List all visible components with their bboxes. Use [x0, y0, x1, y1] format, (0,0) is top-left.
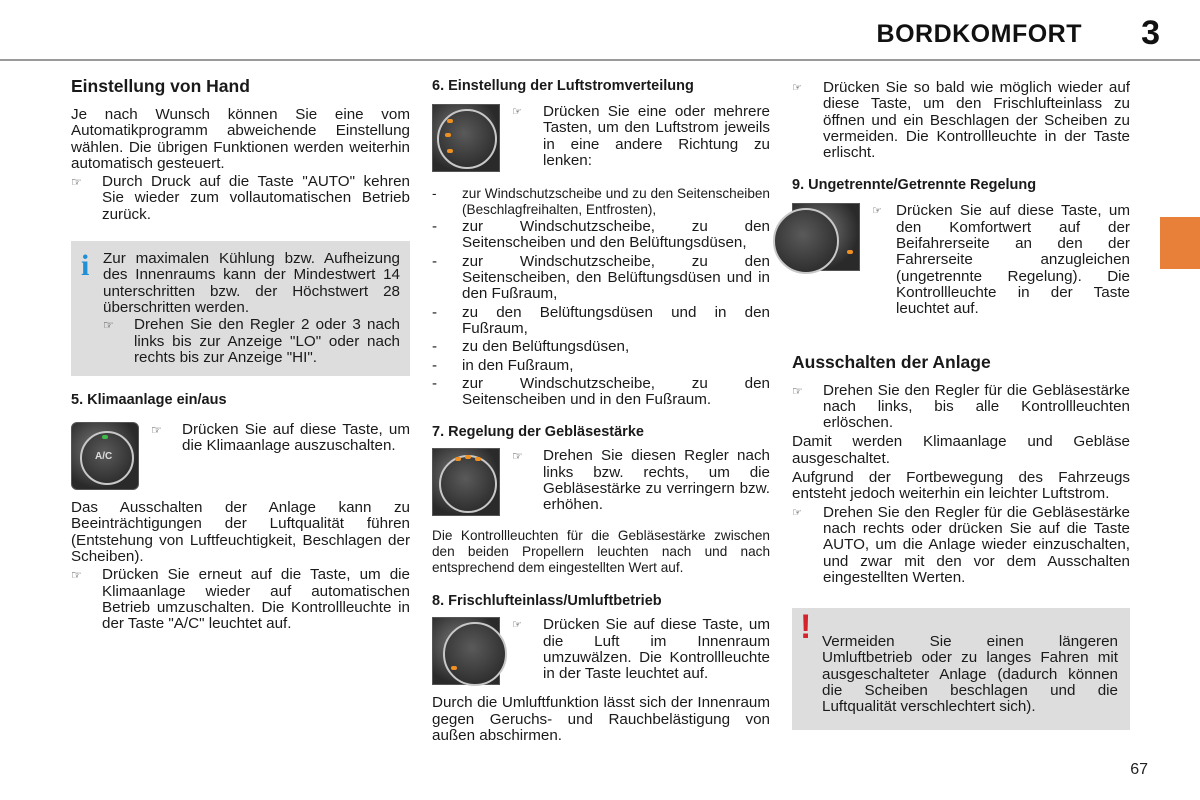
recirculation-button-image	[432, 617, 500, 685]
section-5-bullet-text: Drücken Sie auf diese Taste, um die Klimaanlage auszuschalten.	[182, 421, 410, 455]
section-9-row	[792, 203, 1130, 317]
list-item: - zur Windschutzscheibe, zu den Seitenscheiben, den Belüftungsdüsen und in den Fußraum,	[432, 252, 770, 303]
fan-dial-image	[432, 448, 500, 516]
section-7-paragraph: Die Kontrollleuchten für die Gebläsestärke zwischen den beiden Propellern leuchten nach und nach entsprechend dem eingestellten Wert auf.	[432, 528, 770, 575]
info-text: Zur maximalen Kühlung bzw. Aufheizung des Innenraums kann der Mindestwert 14 unterschritten bzw. der Höchstwert 28 überschritten werden.	[103, 250, 400, 316]
intro-paragraph: Je nach Wunsch können Sie eine vom Automatikprogramm abweichende Einstellung wählen. Die übrigen Funktionen werden weiterhin automatisch gesteuert.	[71, 106, 410, 172]
section-5-bullet	[151, 422, 410, 455]
pointing-hand-icon: ☞	[792, 81, 802, 94]
section-8-bullet	[512, 617, 770, 682]
section-7-bullet-text: Drehen Sie diesen Regler nach links bzw. rechts, um die Gebläsestärke zu verringern bzw. erhöhen.	[543, 447, 770, 514]
section-5-paragraph: Das Ausschalten der Anlage kann zu Beeinträchtigungen der Luftqualität führen (Entstehung von Luftfeuchtigkeit, Beschlagen der Scheiben).	[71, 499, 410, 566]
pointing-hand-icon: ☞	[71, 568, 82, 583]
heading-section-8: 8. Frischlufteinlass/Umluftbetrieb	[432, 593, 662, 610]
chapter-number: 3	[1141, 14, 1160, 52]
pointing-hand-icon: ☞	[512, 449, 523, 464]
section-8-paragraph: Durch die Umluftfunktion lässt sich der Innenraum gegen Geruchs- und Rauchbelästigung von außen abschirmen.	[432, 694, 770, 744]
pointing-hand-icon: ☞	[151, 423, 162, 438]
info-box	[71, 241, 410, 376]
mono-button-image	[792, 203, 860, 271]
recirculation-off-bullet	[792, 80, 1130, 161]
info-bullet-text: Drehen Sie den Regler 2 oder 3 nach links bis zur Anzeige "LO" oder nach rechts bis zur Anzeige "HI".	[134, 316, 400, 366]
system-off-paragraph-1: Damit werden Klimaanlage und Gebläse ausgeschaltet.	[792, 433, 1130, 467]
heading-section-9: 9. Ungetrennte/Getrennte Regelung	[792, 177, 1037, 194]
list-item: - zur Windschutzscheibe, zu den Seitenscheiben und den Belüftungsdüsen,	[432, 218, 770, 252]
info-icon: i	[81, 249, 90, 283]
info-bullet	[103, 317, 400, 366]
system-on-bullet-text: Drehen Sie den Regler für die Gebläsestärke nach rechts oder drücken Sie auf die Taste AUTO, um die Anlage wieder einzuschalten, und zwar mit den vor dem Ausschalten eingestellten Werten.	[823, 503, 1130, 586]
section-8-row	[432, 617, 770, 685]
list-item: - zur Windschutzscheibe und zu den Seitenscheiben (Beschlagfreihalten, Entfrosten),	[432, 186, 770, 217]
list-item: - zu den Belüftungsdüsen und in den Fußraum,	[432, 303, 770, 337]
heading-section-7: 7. Regelung der Gebläsestärke	[432, 424, 644, 441]
section-9-bullet-text: Drücken Sie auf diese Taste, um den Komfortwert auf der Beifahrerseite an den der Fahrerseite anzugleichen (ungetrennte Regelung). Die Kontrollleuchte in der Taste leuchtet auf.	[896, 202, 1130, 318]
pointing-hand-icon: ☞	[512, 618, 522, 632]
pointing-hand-icon: ☞	[103, 318, 114, 333]
header-divider	[0, 59, 1200, 61]
column-left	[71, 76, 410, 633]
system-on-bullet	[792, 505, 1130, 586]
warning-icon: !	[800, 608, 812, 647]
system-off-bullet-text: Drehen Sie den Regler für die Gebläsestärke nach links, bis alle Kontrollleuchten erlöschen.	[823, 381, 1130, 432]
column-right	[792, 76, 1130, 730]
bullet-auto	[71, 174, 410, 223]
section-6-bullet	[512, 104, 770, 169]
section-6-bullet-text: Drücken Sie eine oder mehrere Tasten, um den Luftstrom jeweils in eine andere Richtung zu lenken:	[543, 103, 770, 169]
list-item: - zur Windschutzscheibe, zu den Seitenscheiben und in den Fußraum.	[432, 374, 770, 409]
system-off-bullet	[792, 383, 1130, 432]
heading-section-5: 5. Klimaanlage ein/aus	[71, 392, 227, 409]
pointing-hand-icon: ☞	[792, 383, 803, 398]
pointing-hand-icon: ☞	[792, 505, 802, 519]
list-item: - zu den Belüftungsdüsen,	[432, 338, 630, 356]
section-7-bullet	[512, 448, 770, 513]
section-7-row	[432, 448, 770, 516]
ac-label: A/C	[95, 451, 113, 463]
pointing-hand-icon: ☞	[872, 204, 882, 218]
section-5-row	[71, 422, 410, 490]
heading-manual-setting: Einstellung von Hand	[71, 76, 250, 96]
list-item: - in den Fußraum,	[432, 356, 574, 374]
airflow-direction-list	[432, 186, 770, 408]
heading-system-off: Ausschalten der Anlage	[792, 351, 991, 372]
pointing-hand-icon: ☞	[71, 175, 82, 190]
page-title: BORDKOMFORT	[876, 20, 1082, 48]
section-5-bullet-2	[71, 567, 410, 632]
section-9-bullet	[872, 203, 1130, 317]
section-6-row	[432, 104, 770, 172]
recirculation-off-text: Drücken Sie so bald wie möglich wieder auf diese Taste, um den Frischlufteinlass zu öffnen und ein Beschlagen der Scheiben zu vermeiden. Die Kontrollleuchte in der Taste erlischt.	[823, 79, 1130, 162]
ac-button-image	[71, 422, 139, 490]
warning-box	[792, 608, 1130, 729]
warning-text: Vermeiden Sie einen längeren Umluftbetrieb oder zu langes Fahren mit ausgeschalteter Anlage (dadurch können die Scheiben beschlagen und die Luftqualität verschlechtert sich).	[822, 633, 1118, 716]
chapter-side-tab	[1160, 217, 1200, 269]
section-8-bullet-text: Drücken Sie auf diese Taste, um die Luft im Innenraum umzuwälzen. Die Kontrollleuchte in der Taste leuchtet auf.	[543, 616, 770, 683]
column-middle	[432, 76, 770, 744]
section-5-bullet-2-text: Drücken Sie erneut auf die Taste, um die Klimaanlage wieder auf automatischen Betrieb umzuschalten. Die Kontrollleuchte in der Taste "A/C" leuchtet auf.	[102, 566, 410, 633]
page-number: 67	[1130, 761, 1148, 778]
airflow-buttons-image	[432, 104, 500, 172]
heading-section-6: 6. Einstellung der Luftstromverteilung	[432, 78, 694, 94]
pointing-hand-icon: ☞	[512, 105, 522, 118]
bullet-auto-text: Durch Druck auf die Taste "AUTO" kehren Sie wieder zum vollautomatischen Betrieb zurück.	[102, 173, 410, 223]
system-off-paragraph-2: Aufgrund der Fortbewegung des Fahrzeugs entsteht jedoch weiterhin ein leichter Luftstrom.	[792, 469, 1130, 503]
